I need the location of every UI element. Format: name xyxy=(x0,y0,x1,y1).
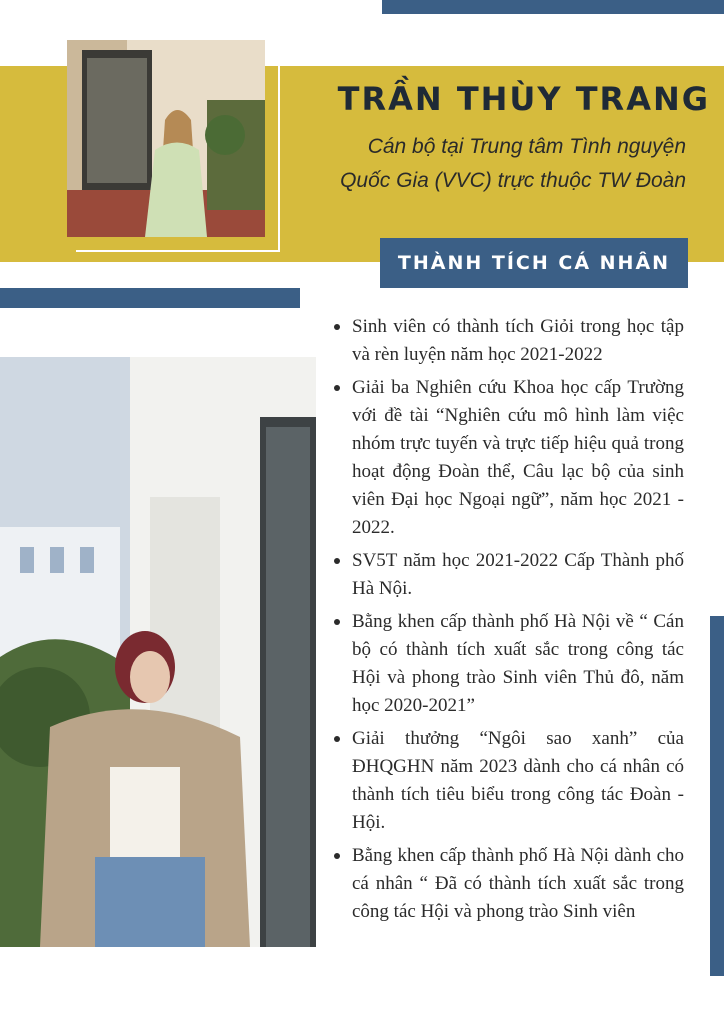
role-line-2: Quốc Gia (VVC) trực thuộc TW Đoàn xyxy=(340,169,686,192)
role-line-1: Cán bộ tại Trung tâm Tình nguyện xyxy=(367,135,686,158)
top-accent-bar xyxy=(382,0,724,14)
achievement-item: Giải thưởng “Ngôi sao xanh” của ĐHQGHN năm 2023 dành cho cá nhân có thành tích tiêu biểu trong công tác Đoàn - Hội. xyxy=(352,725,684,837)
achievement-item: Bằng khen cấp thành phố Hà Nội về “ Cán bộ có thành tích xuất sắc trong công tác Hội và phong trào Sinh viên Thủ đô, năm học 2020-2021” xyxy=(352,608,684,720)
person-name: TRẦN THÙY TRANG xyxy=(337,80,710,118)
achievement-item: Sinh viên có thành tích Giỏi trong học tập và rèn luyện năm học 2021-2022 xyxy=(352,313,684,369)
right-accent-bar xyxy=(710,616,724,976)
portrait-photo-bottom xyxy=(0,357,316,947)
mid-accent-bar xyxy=(0,288,300,308)
portrait-photo-top xyxy=(67,40,265,237)
achievements-list xyxy=(326,313,684,931)
achievement-item: SV5T năm học 2021-2022 Cấp Thành phố Hà Nội. xyxy=(352,547,684,603)
achievement-item: Bằng khen cấp thành phố Hà Nội dành cho cá nhân “ Đã có thành tích xuất sắc trong công tác Hội và phong trào Sinh viên xyxy=(352,842,684,926)
achievement-item: Giải ba Nghiên cứu Khoa học cấp Trường với đề tài “Nghiên cứu mô hình làm việc nhóm trực tuyến và trực tiếp hiệu quả trong hoạt động Đoàn thể, Câu lạc bộ của sinh viên Đại học Ngoại ngữ”, năm học 2021 - 2022. xyxy=(352,374,684,542)
person-role xyxy=(300,130,686,198)
section-title: THÀNH TÍCH CÁ NHÂN xyxy=(380,238,688,288)
